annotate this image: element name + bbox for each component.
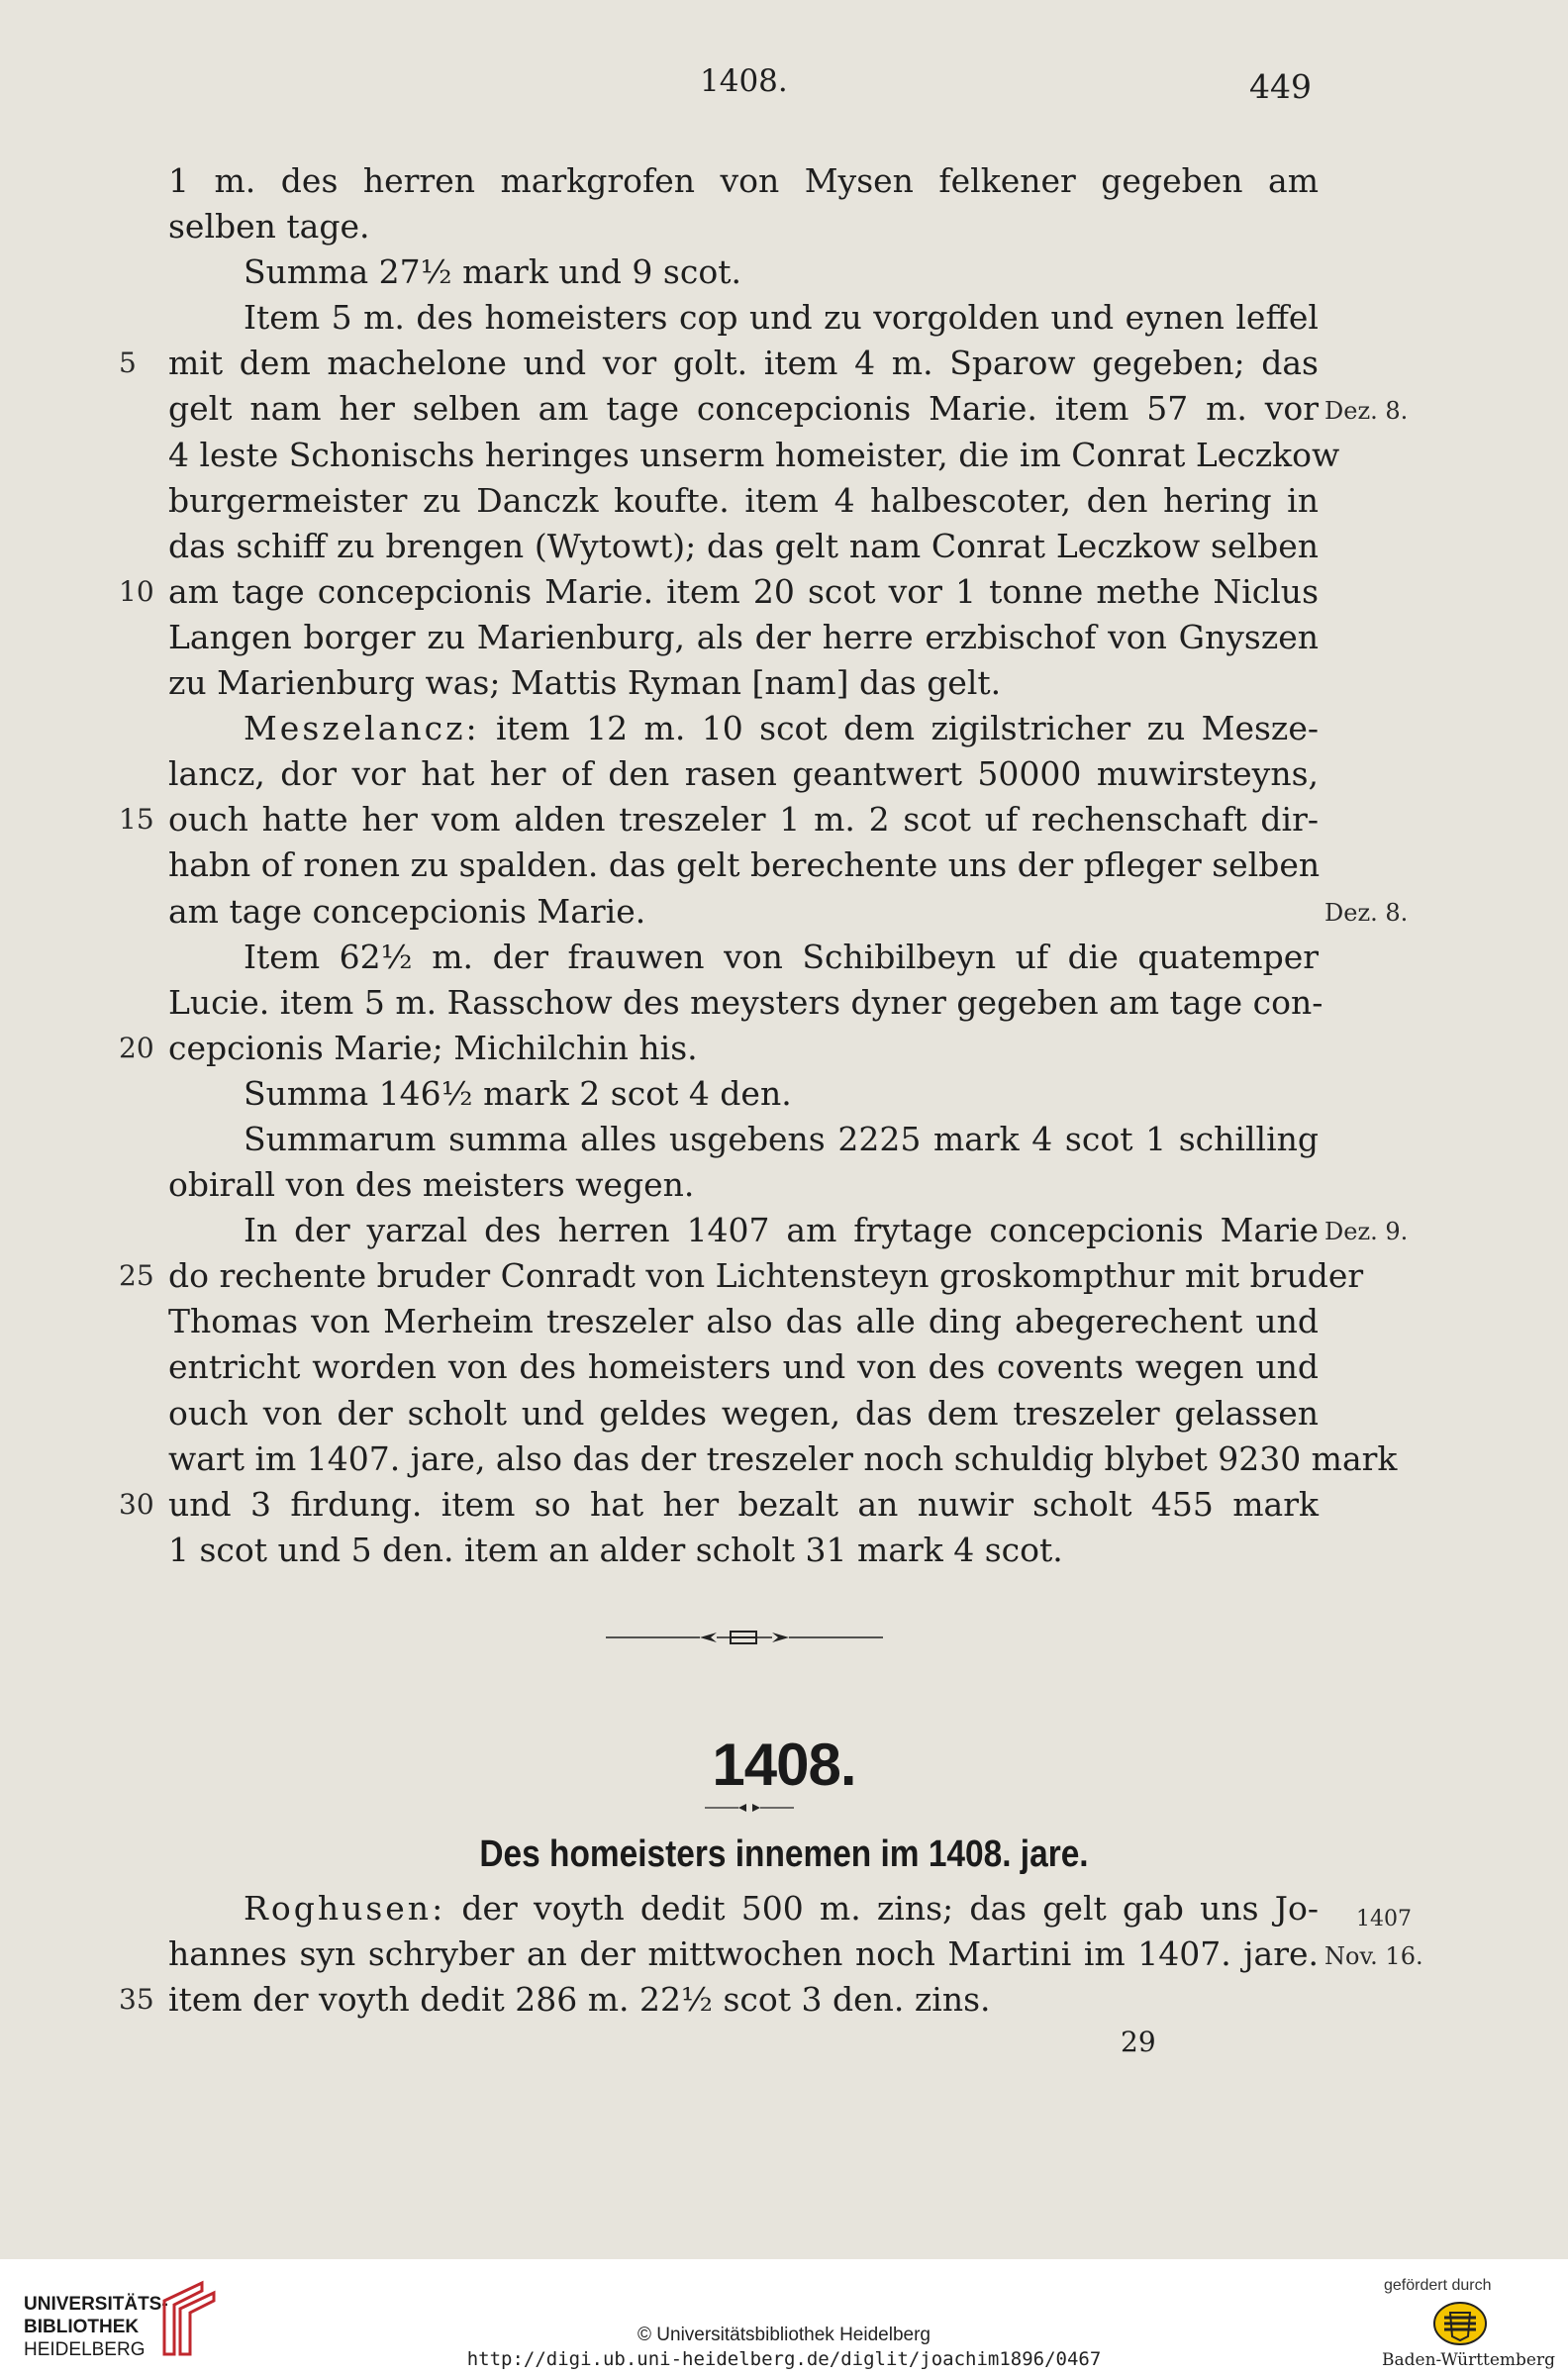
funded-by-label: gefördert durch (1384, 2277, 1492, 2294)
text-line (168, 1117, 1319, 1162)
place-name: Roghusen: (244, 1889, 446, 1928)
text-line (168, 1208, 1319, 1253)
text-line (168, 1931, 1319, 1977)
text-line (168, 615, 1319, 660)
text-line (168, 1482, 1319, 1528)
line-text: 4 leste Schonischs heringes unserm homeister, die im Conrat Leczkow (168, 435, 1340, 474)
margin-date-note: Dez. 8. (1324, 396, 1409, 425)
library-line-3: HEIDELBERG (24, 2339, 146, 2360)
text-line (168, 751, 1319, 797)
text-line (168, 842, 1319, 888)
line-text: obirall von des meisters wegen. (168, 1165, 695, 1205)
text-line (168, 1528, 1319, 1573)
library-logo-icon[interactable] (158, 2279, 220, 2358)
line-number: 30 (119, 1487, 154, 1521)
line-text: Item 5 m. des homeisters cop und zu vorgolden und eynen leffel (244, 298, 1319, 338)
line-text: Langen borger zu Marienburg, als der herre erzbischof von Gnyszen (168, 617, 1319, 656)
text-line (168, 1391, 1319, 1436)
text-line (168, 478, 1319, 524)
text-line (168, 158, 1319, 204)
text-line (168, 569, 1319, 615)
copyright-text: © Universitätsbibliothek Heidelberg (637, 2325, 931, 2345)
line-text: mit dem machelone und vor golt. item 4 m. Sparow gegeben; das (168, 344, 1319, 383)
line-text: In der yarzal des herren 1407 am frytage concepcionis Marie (244, 1211, 1319, 1250)
line-text: am tage concepcionis Marie. item 20 scot vor 1 tonne methe Niclus (168, 571, 1319, 611)
margin-date-note: Dez. 9. (1324, 1218, 1409, 1246)
line-text: item 12 m. 10 scot dem zigilstricher zu Mesze- (479, 709, 1319, 748)
page-number: 449 (1249, 67, 1312, 106)
text-line (168, 1344, 1319, 1390)
small-divider-icon (705, 1800, 794, 1816)
line-text: Summa 27½ mark und 9 scot. (244, 252, 741, 292)
line-text: lancz, dor vor hat her of den rasen geantwert 50000 muwirsteyns, (168, 754, 1319, 794)
text-line (168, 1299, 1319, 1344)
signature-mark: 29 (1121, 2026, 1156, 2058)
text-line (168, 889, 1319, 935)
text-line (168, 706, 1319, 751)
line-text: Thomas von Merheim treszeler also das alle ding abegerechent und (168, 1302, 1319, 1341)
line-text: Item 62½ m. der frauwen von Schibilbeyn uf die quatemper (244, 937, 1319, 976)
line-text: Lucie. item 5 m. Rasschow des meysters dyner gegeben am tage con- (168, 982, 1323, 1022)
line-text: 1 scot und 5 den. item an alder scholt 31 mark 4 scot. (168, 1530, 1063, 1569)
line-text: Summa 146½ mark 2 scot 4 den. (244, 1073, 792, 1113)
line-text: und 3 firdung. item so hat her bezalt an nuwir scholt 455 mark (168, 1484, 1319, 1524)
library-line-2: BIBLIOTHEK (24, 2317, 140, 2337)
year-heading: 1408. (712, 1732, 856, 1798)
line-text: ouch von der scholt und geldes wegen, das dem treszeler gelassen (168, 1393, 1319, 1433)
line-text: am tage concepcionis Marie. (168, 891, 646, 931)
line-number: 25 (119, 1259, 154, 1293)
text-line (168, 433, 1340, 478)
line-text: zu Marienburg was; Mattis Ryman [nam] das gelt. (168, 663, 1002, 703)
text-line (168, 249, 1319, 295)
library-line-1: UNIVERSITÄTS- (24, 2294, 168, 2315)
state-crest-icon[interactable] (1432, 2301, 1488, 2346)
line-text: do rechente bruder Conradt von Lichtensteyn groskompthur mit bruder (168, 1256, 1364, 1296)
text-line (168, 660, 1319, 706)
text-line (168, 1026, 1319, 1071)
line-number: 10 (119, 574, 154, 608)
margin-date-note: Dez. 8. (1324, 898, 1409, 927)
line-text: item der voyth dedit 286 m. 22½ scot 3 den. zins. (168, 1980, 991, 2020)
line-text: habn of ronen zu spalden. das gelt berechente uns der pfleger selben (168, 845, 1321, 885)
line-number: 15 (119, 803, 154, 837)
line-number: 5 (119, 346, 137, 380)
line-text: wart im 1407. jare, also das der treszeler noch schuldig blybet 9230 mark (168, 1438, 1398, 1478)
margin-year-note: 1407 (1356, 1907, 1412, 1931)
line-text: cepcionis Marie; Michilchin his. (168, 1028, 698, 1067)
text-line (168, 341, 1319, 386)
line-number: 35 (119, 1983, 154, 2017)
line-number: 20 (119, 1031, 154, 1064)
line-text: das schiff zu brengen (Wytowt); das gelt nam Conrat Leczkow selben (168, 526, 1319, 565)
line-text: selben tage. (168, 207, 370, 247)
text-line (168, 1436, 1398, 1482)
text-line (168, 1886, 1319, 1931)
text-line (168, 1977, 1319, 2023)
line-text: Summarum summa alles usgebens 2225 mark 4 scot 1 schilling (244, 1119, 1319, 1158)
line-text: hannes syn schryber an der mittwochen noch Martini im 1407. jare. (168, 1934, 1319, 1974)
place-name: Meszelancz: (244, 709, 480, 748)
divider-ornament-icon (606, 1624, 883, 1651)
text-block-section (168, 1886, 1319, 2023)
line-text: burgermeister zu Danczk koufte. item 4 halbescoter, den hering in (168, 480, 1319, 520)
text-line (168, 797, 1319, 842)
line-text: gelt nam her selben am tage concepcionis Marie. item 57 m. vor (168, 389, 1319, 429)
text-line (168, 1162, 1319, 1208)
permalink-url[interactable]: http://digi.ub.uni-heidelberg.de/diglit/joachim1896/0467 (466, 2348, 1102, 2370)
margin-date-note: Nov. 16. (1324, 1942, 1423, 1970)
state-name: Baden-Württemberg (1382, 2350, 1555, 2370)
running-title: 1408. (700, 63, 788, 99)
text-line (168, 295, 1319, 341)
line-text: ouch hatte her vom alden treszeler 1 m. 2 scot uf rechenschaft dir- (168, 800, 1319, 840)
line-text: 1 m. des herren markgrofen von Mysen felkener gegeben am (168, 161, 1319, 200)
text-line (168, 1071, 1319, 1117)
text-line (168, 1253, 1364, 1299)
line-text: entricht worden von des homeisters und von des covents wegen und (168, 1347, 1319, 1387)
text-line (168, 935, 1319, 980)
text-line (168, 204, 1319, 249)
line-text: der voyth dedit 500 m. zins; das gelt gab uns Jo- (445, 1889, 1319, 1928)
text-line (168, 386, 1319, 432)
footer-bar (0, 2259, 1568, 2376)
running-head (0, 63, 1568, 106)
text-line (168, 980, 1323, 1026)
text-line (168, 524, 1319, 569)
section-heading: Des homeisters innemen im 1408. jare. (479, 1833, 1089, 1875)
